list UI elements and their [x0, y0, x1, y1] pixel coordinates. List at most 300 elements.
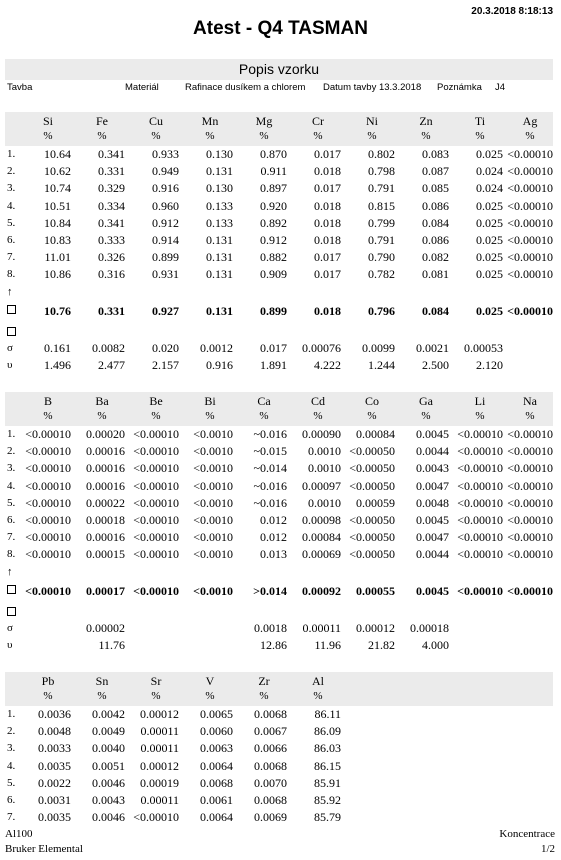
table-row: [5, 163, 553, 180]
value-cell: 0.0063: [200, 741, 233, 756]
value-cell: 0.0031: [38, 792, 71, 807]
sigma-row: [5, 340, 553, 357]
value-cell: <0.00010: [457, 495, 503, 510]
mean-row: [5, 581, 553, 603]
value-cell: 0.0044: [416, 444, 449, 459]
upsilon-value: 4.222: [314, 358, 341, 373]
value-cell: <0.00010: [457, 478, 503, 493]
value-cell: 10.84: [44, 215, 71, 230]
table-row: [5, 426, 553, 443]
value-cell: <0.0010: [193, 461, 233, 476]
unit-label: %: [367, 410, 377, 422]
sigma-value: 0.0021: [416, 340, 449, 355]
value-cell: <0.00010: [133, 810, 179, 825]
value-cell: 0.326: [98, 250, 125, 265]
unit-label: %: [97, 130, 107, 142]
value-cell: 0.025: [476, 250, 503, 265]
unit-label: %: [205, 410, 215, 422]
sigma-value: 0.00011: [302, 620, 341, 635]
mean-value: 0.331: [98, 303, 125, 318]
table-row: [5, 512, 553, 529]
value-cell: 0.00084: [302, 530, 341, 545]
results-table-3: [5, 672, 553, 826]
upsilon-value: 1.496: [44, 358, 71, 373]
value-cell: 0.329: [98, 181, 125, 196]
table-row: [5, 460, 553, 477]
footer-page: 1/2: [540, 843, 555, 855]
table-row: [5, 215, 553, 232]
unit-label: %: [475, 410, 485, 422]
element-name: Ag: [522, 114, 538, 128]
row-label: 3.: [7, 182, 16, 195]
element-name: Sn: [95, 674, 109, 688]
table-header: [5, 672, 553, 706]
value-cell: 0.131: [206, 250, 233, 265]
table-row: [5, 740, 553, 757]
value-cell: 0.949: [152, 164, 179, 179]
row-label: 8.: [7, 268, 16, 281]
value-cell: <0.00010: [507, 232, 553, 247]
value-cell: 0.133: [206, 215, 233, 230]
sigma-value: 0.0012: [200, 340, 233, 355]
value-cell: 0.0067: [254, 724, 287, 739]
element-name: Ti: [474, 114, 486, 128]
upsilon-symbol: υ: [7, 639, 13, 652]
value-cell: 0.331: [98, 164, 125, 179]
table-row: [5, 266, 553, 283]
element-name: Na: [523, 394, 537, 408]
value-cell: <0.00010: [507, 198, 553, 213]
element-name: Cd: [310, 394, 325, 408]
value-cell: 0.00022: [86, 495, 125, 510]
mean-symbol: [7, 581, 16, 600]
meta-datum: Datum tavby 13.3.2018: [323, 82, 422, 93]
value-cell: 0.0048: [38, 724, 71, 739]
upsilon-value: 1.244: [368, 358, 395, 373]
unit-label: %: [97, 410, 107, 422]
section-title: Popis vzorku: [5, 59, 553, 80]
value-cell: 10.86: [44, 267, 71, 282]
value-cell: 0.899: [152, 250, 179, 265]
value-cell: 0.0040: [92, 741, 125, 756]
arrow-symbol: ↑: [7, 565, 13, 578]
row-label: 4.: [7, 199, 16, 212]
unit-label: %: [97, 690, 107, 702]
value-cell: 0.791: [368, 232, 395, 247]
value-cell: 0.909: [260, 267, 287, 282]
table-row: [5, 792, 553, 809]
row-label: 2.: [7, 725, 16, 738]
row-label: 5.: [7, 776, 16, 789]
value-cell: 0.0010: [308, 444, 341, 459]
value-cell: <0.00010: [507, 547, 553, 562]
value-cell: 0.0065: [200, 707, 233, 721]
sigma-value: 0.020: [152, 340, 179, 355]
sigma-value: 0.0082: [92, 340, 125, 355]
value-cell: 0.013: [260, 547, 287, 562]
unit-label: %: [421, 410, 431, 422]
unit-label: %: [475, 130, 485, 142]
value-cell: <0.00010: [133, 547, 179, 562]
value-cell: ~0.016: [253, 478, 287, 493]
value-cell: <0.00050: [349, 461, 395, 476]
value-cell: <0.00050: [349, 547, 395, 562]
value-cell: <0.00010: [133, 495, 179, 510]
square-icon: [7, 607, 16, 616]
element-name: Mn: [201, 114, 219, 128]
value-cell: 0.882: [260, 250, 287, 265]
value-cell: 0.00012: [140, 758, 179, 773]
value-cell: <0.00010: [507, 512, 553, 527]
unit-label: %: [151, 410, 161, 422]
row-label: 5.: [7, 496, 16, 509]
mean-value: 0.00092: [302, 583, 341, 598]
value-cell: 0.024: [476, 181, 503, 196]
value-cell: 0.341: [98, 147, 125, 161]
value-cell: 0.084: [422, 215, 449, 230]
value-cell: <0.0010: [193, 530, 233, 545]
value-cell: 0.0043: [416, 461, 449, 476]
arrow-row: [5, 284, 553, 301]
value-cell: 0.018: [314, 215, 341, 230]
value-cell: 0.00011: [140, 792, 179, 807]
element-name: Be: [149, 394, 163, 408]
unit-label: %: [151, 690, 161, 702]
value-cell: <0.00050: [349, 512, 395, 527]
element-name: Zr: [258, 674, 270, 688]
value-cell: 10.83: [44, 232, 71, 247]
value-cell: 0.0043: [92, 792, 125, 807]
timestamp: 20.3.2018 8:18:13: [471, 6, 553, 17]
value-cell: 0.130: [206, 147, 233, 161]
value-cell: <0.00010: [507, 267, 553, 282]
table-row: [5, 723, 553, 740]
value-cell: <0.00050: [349, 444, 395, 459]
element-name: Al: [312, 674, 324, 688]
sigma-row: [5, 620, 553, 637]
value-cell: 0.791: [368, 181, 395, 196]
upsilon-value: 12.86: [260, 638, 287, 653]
element-name: Li: [474, 394, 486, 408]
value-cell: 11.01: [44, 250, 71, 265]
value-cell: 0.025: [476, 147, 503, 161]
mean-value: 0.018: [314, 303, 341, 318]
unit-label: %: [313, 130, 323, 142]
value-cell: 0.131: [206, 232, 233, 247]
value-cell: 0.025: [476, 198, 503, 213]
value-cell: 0.087: [422, 164, 449, 179]
mean-value: 10.76: [44, 303, 71, 318]
value-cell: 0.017: [314, 147, 341, 161]
value-cell: 0.0060: [200, 724, 233, 739]
value-cell: 0.00098: [302, 512, 341, 527]
value-cell: 0.0068: [254, 707, 287, 721]
table-row: [5, 529, 553, 546]
upsilon-row: [5, 637, 553, 654]
results-table-2: [5, 392, 553, 654]
unit-label: %: [205, 690, 215, 702]
value-cell: <0.00010: [25, 512, 71, 527]
value-cell: <0.00050: [349, 478, 395, 493]
unit-label: %: [525, 410, 535, 422]
value-cell: <0.00010: [457, 530, 503, 545]
value-cell: 0.0047: [416, 478, 449, 493]
value-cell: 0.0061: [200, 792, 233, 807]
value-cell: 0.931: [152, 267, 179, 282]
element-name: Cu: [148, 114, 163, 128]
table-row: [5, 775, 553, 792]
sigma-value: 0.0018: [254, 620, 287, 635]
row-label: 6.: [7, 233, 16, 246]
value-cell: 86.09: [314, 724, 341, 739]
footer-company: Bruker Elemental: [5, 843, 83, 855]
value-cell: 10.62: [44, 164, 71, 179]
value-cell: 0.0046: [92, 775, 125, 790]
square-icon: [7, 305, 16, 314]
value-cell: 0.130: [206, 181, 233, 196]
value-cell: 0.911: [260, 164, 287, 179]
value-cell: ~0.015: [253, 444, 287, 459]
sigma-value: 0.00053: [464, 340, 503, 355]
upsilon-value: 11.76: [98, 638, 125, 653]
upsilon-value: 2.500: [422, 358, 449, 373]
element-name: Ni: [366, 114, 378, 128]
mean-value: <0.00010: [25, 583, 71, 598]
value-cell: 0.0022: [38, 775, 71, 790]
value-cell: 0.131: [206, 164, 233, 179]
row-label: 4.: [7, 759, 16, 772]
mean-value: 0.00055: [356, 583, 395, 598]
value-cell: 0.916: [152, 181, 179, 196]
element-name: Ca: [257, 394, 271, 408]
meta-poznamka: Poznámka: [437, 82, 482, 93]
row-label: 7.: [7, 531, 16, 544]
mean-value: 0.131: [206, 303, 233, 318]
table-row: [5, 180, 553, 197]
value-cell: <0.00010: [457, 444, 503, 459]
value-cell: 0.133: [206, 198, 233, 213]
unit-label: %: [259, 410, 269, 422]
value-cell: 0.802: [368, 147, 395, 161]
value-cell: 0.00016: [86, 444, 125, 459]
square-symbol: [7, 603, 16, 622]
value-cell: 10.64: [44, 147, 71, 161]
value-cell: 0.017: [314, 250, 341, 265]
value-cell: 0.025: [476, 232, 503, 247]
value-cell: 0.0042: [92, 707, 125, 721]
value-cell: 85.91: [314, 775, 341, 790]
value-cell: 0.334: [98, 198, 125, 213]
value-cell: 0.00069: [302, 547, 341, 562]
value-cell: 0.085: [422, 181, 449, 196]
square-icon: [7, 585, 16, 594]
value-cell: 0.892: [260, 215, 287, 230]
value-cell: <0.0010: [193, 478, 233, 493]
meta-rafinace: Rafinace dusíkem a chlorem: [185, 82, 306, 93]
value-cell: 85.92: [314, 792, 341, 807]
value-cell: 0.00015: [86, 547, 125, 562]
value-cell: <0.00010: [25, 427, 71, 441]
value-cell: 0.131: [206, 267, 233, 282]
value-cell: 0.00019: [140, 775, 179, 790]
table-row: [5, 495, 553, 512]
table-row: [5, 146, 553, 163]
element-name: B: [43, 394, 52, 408]
element-name: Ga: [419, 394, 433, 408]
mean-value: >0.014: [253, 583, 287, 598]
value-cell: 86.11: [314, 707, 341, 721]
row-label: 4.: [7, 479, 16, 492]
value-cell: 0.782: [368, 267, 395, 282]
meta-tavba: Tavba: [7, 82, 33, 93]
value-cell: ~0.014: [253, 461, 287, 476]
meta-material: Materiál: [125, 82, 159, 93]
value-cell: 0.025: [476, 267, 503, 282]
table-row: [5, 443, 553, 460]
value-cell: <0.00010: [507, 215, 553, 230]
unit-label: %: [43, 130, 53, 142]
value-cell: <0.0010: [193, 444, 233, 459]
table-header: [5, 112, 553, 146]
value-cell: <0.00010: [25, 530, 71, 545]
square-symbol: [7, 323, 16, 342]
unit-label: %: [259, 130, 269, 142]
value-cell: 0.0046: [92, 810, 125, 825]
mean-value: <0.0010: [193, 583, 233, 598]
value-cell: <0.00010: [507, 164, 553, 179]
unit-label: %: [313, 690, 323, 702]
value-cell: 0.017: [314, 267, 341, 282]
value-cell: 0.00097: [302, 478, 341, 493]
value-cell: 0.0010: [308, 461, 341, 476]
value-cell: 0.00018: [86, 512, 125, 527]
value-cell: 0.086: [422, 198, 449, 213]
value-cell: 0.799: [368, 215, 395, 230]
unit-label: %: [151, 130, 161, 142]
unit-label: %: [43, 690, 53, 702]
row-label: 2.: [7, 165, 16, 178]
value-cell: 0.00016: [86, 478, 125, 493]
value-cell: 0.0048: [416, 495, 449, 510]
value-cell: <0.00010: [457, 427, 503, 441]
value-cell: 0.0035: [38, 810, 71, 825]
sigma-symbol: σ: [7, 341, 13, 354]
table-row: [5, 232, 553, 249]
spacer-row: [5, 603, 553, 620]
value-cell: 0.912: [260, 232, 287, 247]
row-label: 6.: [7, 513, 16, 526]
mean-value: <0.00010: [507, 583, 553, 598]
value-cell: 0.933: [152, 147, 179, 161]
square-icon: [7, 327, 16, 336]
value-cell: 0.00016: [86, 461, 125, 476]
value-cell: 85.79: [314, 810, 341, 825]
value-cell: 0.815: [368, 198, 395, 213]
value-cell: <0.00010: [507, 495, 553, 510]
element-name: Co: [364, 394, 379, 408]
value-cell: 0.00059: [356, 495, 395, 510]
mean-value: <0.00010: [133, 583, 179, 598]
value-cell: <0.0010: [193, 512, 233, 527]
value-cell: 0.0068: [254, 792, 287, 807]
value-cell: 0.018: [314, 198, 341, 213]
value-cell: <0.00010: [133, 427, 179, 441]
value-cell: 0.018: [314, 164, 341, 179]
value-cell: ~0.016: [253, 495, 287, 510]
mean-value: 0.0045: [416, 583, 449, 598]
element-name: Pb: [41, 674, 55, 688]
mean-value: <0.00010: [457, 583, 503, 598]
table-header: [5, 392, 553, 426]
value-cell: <0.00010: [133, 478, 179, 493]
value-cell: 0.00090: [302, 427, 341, 441]
value-cell: <0.00010: [507, 250, 553, 265]
value-cell: 0.083: [422, 147, 449, 161]
value-cell: <0.00010: [25, 461, 71, 476]
unit-label: %: [259, 690, 269, 702]
value-cell: 0.0064: [200, 758, 233, 773]
value-cell: <0.00010: [25, 478, 71, 493]
value-cell: 0.00016: [86, 530, 125, 545]
mean-symbol: [7, 301, 16, 320]
value-cell: <0.00010: [457, 512, 503, 527]
element-name: Mg: [255, 114, 273, 128]
element-name: V: [205, 674, 215, 688]
value-cell: 0.897: [260, 181, 287, 196]
table-row: [5, 809, 553, 826]
spacer-row: [5, 323, 553, 340]
value-cell: 0.920: [260, 198, 287, 213]
value-cell: 0.017: [314, 181, 341, 196]
row-label: 7.: [7, 811, 16, 824]
value-cell: 0.00011: [140, 724, 179, 739]
arrow-row: [5, 564, 553, 581]
value-cell: <0.00010: [25, 547, 71, 562]
value-cell: 0.00012: [140, 707, 179, 721]
element-name: Sr: [150, 674, 162, 688]
value-cell: <0.00010: [133, 512, 179, 527]
value-cell: <0.00010: [507, 461, 553, 476]
value-cell: 10.74: [44, 181, 71, 196]
mean-value: 0.00017: [86, 583, 125, 598]
value-cell: 0.0045: [416, 512, 449, 527]
value-cell: 0.018: [314, 232, 341, 247]
value-cell: 10.51: [44, 198, 71, 213]
value-cell: 0.024: [476, 164, 503, 179]
value-cell: <0.00010: [507, 427, 553, 441]
value-cell: <0.0010: [193, 495, 233, 510]
value-cell: <0.0010: [193, 547, 233, 562]
element-name: Cr: [312, 114, 324, 128]
mean-row: [5, 301, 553, 323]
value-cell: 0.798: [368, 164, 395, 179]
unit-label: %: [205, 130, 215, 142]
value-cell: 0.0010: [308, 495, 341, 510]
value-cell: 0.0044: [416, 547, 449, 562]
upsilon-value: 1.891: [260, 358, 287, 373]
upsilon-value: 0.916: [206, 358, 233, 373]
row-label: 1.: [7, 428, 16, 440]
value-cell: <0.00010: [507, 530, 553, 545]
table-row: [5, 249, 553, 266]
sigma-value: 0.0099: [362, 340, 395, 355]
value-cell: 0.790: [368, 250, 395, 265]
value-cell: 0.086: [422, 232, 449, 247]
value-cell: 0.0045: [416, 427, 449, 441]
value-cell: 0.0036: [38, 707, 71, 721]
value-cell: <0.00010: [507, 181, 553, 196]
value-cell: 0.914: [152, 232, 179, 247]
